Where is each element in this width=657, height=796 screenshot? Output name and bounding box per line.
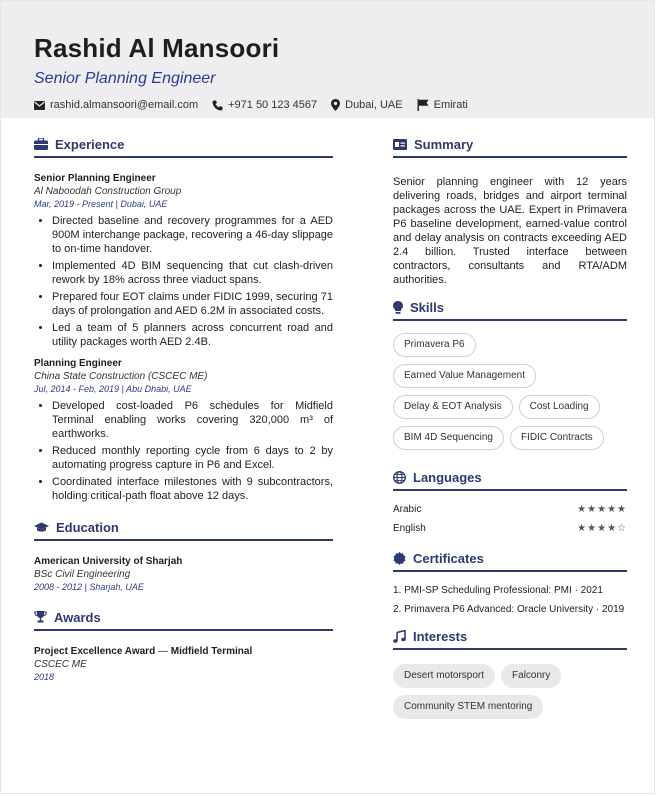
job-employer: China State Construction (CSCEC ME) <box>34 371 208 382</box>
job-entry <box>34 172 333 349</box>
certificates-section-header <box>393 548 627 572</box>
summary-heading: Summary <box>414 136 474 152</box>
language-name: Arabic <box>393 504 422 515</box>
experience-heading: Experience <box>55 136 125 152</box>
achievement-item: • Implemented 4D BIM sequencing that cut clash-driven rework by 18% across three viaduct spans. <box>52 259 333 287</box>
awards-section-header <box>34 607 333 631</box>
language-row <box>393 522 627 536</box>
interests-list <box>393 664 627 726</box>
skills-list <box>393 333 627 457</box>
language-rating: ★★★★★ <box>577 504 627 515</box>
language-name: English <box>393 523 426 534</box>
achievement-item: • Directed baseline and recovery programmes for a AED 900M interchange package, recovering a 46-day slippage to on-time handover. <box>52 214 333 256</box>
contact-location <box>331 98 402 112</box>
award-separator: — <box>155 646 171 657</box>
award-year: 2018 <box>34 672 55 682</box>
location-pin-icon <box>331 99 340 111</box>
language-rating: ★★★★☆ <box>577 523 627 534</box>
awards-heading: Awards <box>54 609 101 625</box>
achievement-item: • Reduced monthly reporting cycle from 6 days to 2 by automating progress capture in P6 and Excel. <box>52 444 333 472</box>
contact-nationality-text: Emirati <box>433 99 468 111</box>
lightbulb-icon <box>393 301 403 314</box>
email-icon <box>34 101 45 110</box>
contact-email[interactable] <box>34 98 198 112</box>
skill-tag: Earned Value Management <box>393 364 536 388</box>
award-organization: CSCEC ME <box>34 659 87 670</box>
languages-list <box>393 503 627 536</box>
achievement-item: • Led a team of 5 planners across concurrent road and utility packages worth AED 2.4B. <box>52 321 333 349</box>
summary-section-header <box>393 134 627 158</box>
id-card-icon <box>393 139 407 150</box>
achievement-item: • Developed cost-loaded P6 schedules for Midfield Terminal enabling works covering 320,000 m³ of earthworks. <box>52 399 333 441</box>
job-title: Senior Planning Engineer <box>34 173 156 184</box>
job-entry <box>34 357 333 503</box>
achievement-item: • Coordinated interface milestones with 9 subcontractors, holding critical-path float above 12 days. <box>52 475 333 503</box>
award-name: Project Excellence Award <box>34 646 156 657</box>
job-title: Planning Engineer <box>34 358 122 369</box>
contact-phone-text: +971 50 123 4567 <box>228 99 318 111</box>
left-column <box>34 118 333 683</box>
skills-heading: Skills <box>410 299 444 315</box>
skill-tag: Delay & EOT Analysis <box>393 395 513 419</box>
skill-tag: BIM 4D Sequencing <box>393 426 504 450</box>
contact-bar <box>34 98 654 112</box>
candidate-name: Rashid Al Mansoori <box>34 33 280 63</box>
skill-tag: Primavera P6 <box>393 333 476 357</box>
trophy-icon <box>34 611 47 623</box>
contact-location-text: Dubai, UAE <box>345 99 403 111</box>
languages-section-header <box>393 467 627 491</box>
education-entry <box>34 555 333 593</box>
certificates-heading: Certificates <box>413 550 484 566</box>
experience-section-header <box>34 134 333 158</box>
contact-nationality <box>417 98 468 112</box>
skill-tag: FIDIC Contracts <box>510 426 604 450</box>
interest-tag: Falconry <box>501 664 561 688</box>
interests-heading: Interests <box>413 628 468 644</box>
job-employer: Al Naboodah Construction Group <box>34 186 182 197</box>
certificates-list <box>393 584 627 616</box>
skills-section-header <box>393 297 627 321</box>
contact-phone[interactable] <box>212 98 317 112</box>
contact-email-text: rashid.almansoori@email.com <box>50 99 199 111</box>
certificate-badge-icon <box>393 552 406 565</box>
phone-icon <box>212 100 223 111</box>
summary-text: Senior planning engineer with 12 years delivering roads, bridges and airport terminal packages across the UAE. Expert in Primavera P6 baseline development, earned-value control and delay analysis on contracts exceeding AED 2.4 billion. Trusted interface between contractors, consultants and RTA/ADM authorities. <box>393 176 627 286</box>
degree-name: BSc Civil Engineering <box>34 569 131 580</box>
school-name: American University of Sharjah <box>34 556 183 567</box>
award-entry <box>34 645 333 683</box>
skill-tag: Cost Loading <box>519 395 600 419</box>
right-column <box>393 118 627 726</box>
job-dates: Mar, 2019 - Present | Dubai, UAE <box>34 199 168 209</box>
education-heading: Education <box>56 519 119 535</box>
graduation-cap-icon <box>34 522 49 533</box>
education-section-header <box>34 517 333 541</box>
music-note-icon <box>393 630 406 643</box>
briefcase-icon <box>34 138 48 150</box>
languages-heading: Languages <box>413 469 482 485</box>
education-dates: 2008 - 2012 | Sharjah, UAE <box>34 582 144 592</box>
candidate-title: Senior Planning Engineer <box>34 70 216 87</box>
certificate-item: 1. PMI-SP Scheduling Professional: PMI · 2021 <box>393 585 603 596</box>
job-dates: Jul, 2014 - Feb, 2019 | Abu Dhabi, UAE <box>34 384 192 394</box>
certificate-item: 2. Primavera P6 Advanced: Oracle University · 2019 <box>393 604 625 615</box>
achievement-item: • Prepared four EOT claims under FIDIC 1999, securing 71 days of prolongation and AED 6.2M in associated costs. <box>52 290 333 318</box>
globe-icon <box>393 471 406 484</box>
award-title <box>34 645 333 658</box>
language-row <box>393 503 627 517</box>
flag-icon <box>417 99 429 111</box>
resume-header <box>1 1 654 118</box>
interests-section-header <box>393 626 627 650</box>
award-project: Midfield Terminal <box>170 646 253 657</box>
interest-tag: Desert motorsport <box>393 664 495 688</box>
job-achievements <box>34 399 333 503</box>
interest-tag: Community STEM mentoring <box>393 695 543 719</box>
job-achievements <box>34 214 333 349</box>
